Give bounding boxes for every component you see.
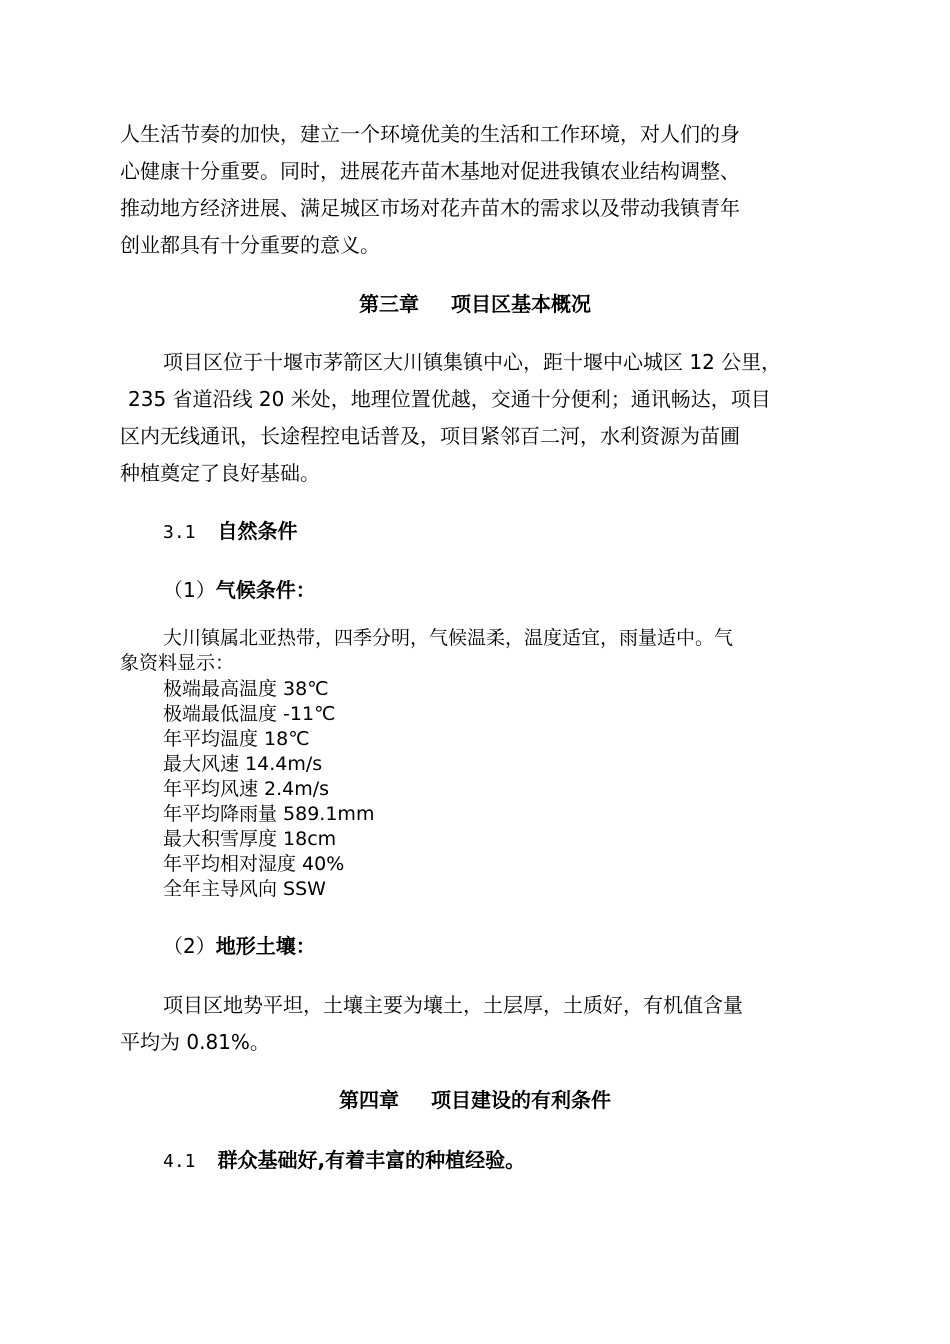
chapter-3-paragraph-line: 235 省道沿线 20 米处，地理位置优越，交通十分便利；通讯畅达，项目 [128, 387, 771, 411]
chapter-4-heading [0, 1088, 950, 1112]
climate-intro-line: 象资料显示： [120, 652, 235, 674]
chapter-title: 项目区基本概况 [451, 292, 591, 316]
subsection-title: 气候条件： [215, 578, 316, 602]
terrain-paragraph-line: 平均为 0.81%。 [120, 1030, 270, 1054]
section-number: 4.1 [163, 1151, 196, 1172]
section-number: 3.1 [163, 522, 196, 543]
chapter-3-heading [0, 292, 950, 316]
climate-item: 最大风速 14.4m/s [163, 753, 323, 775]
climate-item: 最大积雪厚度 18cm [163, 828, 337, 850]
climate-item: 极端最低温度 -11℃ [163, 703, 336, 725]
intro-line: 人生活节奏的加快，建立一个环境优美的生活和工作环境，对人们的身 [120, 122, 740, 146]
chapter-3-paragraph-line: 区内无线通讯，长途程控电话普及，项目紧邻百二河，水利资源为苗圃 [120, 424, 740, 448]
chapter-number: 第三章 [359, 292, 419, 316]
terrain-paragraph-line: 项目区地势平坦，土壤主要为壤土，土层厚，土质好，有机值含量 [163, 993, 743, 1017]
climate-item: 极端最高温度 38℃ [163, 678, 329, 700]
chapter-title: 项目建设的有利条件 [431, 1088, 611, 1112]
climate-item: 年平均温度 18℃ [163, 728, 310, 750]
climate-item: 年平均风速 2.4m/s [163, 778, 330, 800]
chapter-3-paragraph-line: 项目区位于十堰市茅箭区大川镇集镇中心，距十堰中心城区 12 公里， [163, 350, 782, 374]
chapter-3-paragraph-line: 种植奠定了良好基础。 [120, 461, 320, 485]
terrain-heading [163, 934, 316, 958]
section-title: 自然条件 [217, 519, 298, 543]
intro-line: 心健康十分重要。同时，进展花卉苗木基地对促进我镇农业结构调整、 [120, 159, 740, 183]
subsection-title: 地形土壤： [215, 934, 316, 958]
subsection-number: （1） [163, 578, 216, 602]
subsection-number: （2） [163, 934, 216, 958]
intro-line: 创业都具有十分重要的意义。 [120, 233, 380, 257]
chapter-number: 第四章 [339, 1088, 399, 1112]
climate-heading [163, 578, 316, 602]
intro-line: 推动地方经济进展、满足城区市场对花卉苗木的需求以及带动我镇青年 [120, 196, 740, 220]
climate-item: 年平均降雨量 589.1mm [163, 803, 375, 825]
climate-item: 年平均相对湿度 40% [163, 853, 345, 875]
section-4-1-heading [163, 1148, 525, 1174]
climate-item: 全年主导风向 SSW [163, 878, 326, 900]
section-3-1-heading [163, 519, 298, 545]
climate-intro-line: 大川镇属北亚热带，四季分明，气候温柔，温度适宜，雨量适中。气 [163, 627, 734, 649]
section-title: 群众基础好,有着丰富的种植经验。 [217, 1148, 526, 1172]
